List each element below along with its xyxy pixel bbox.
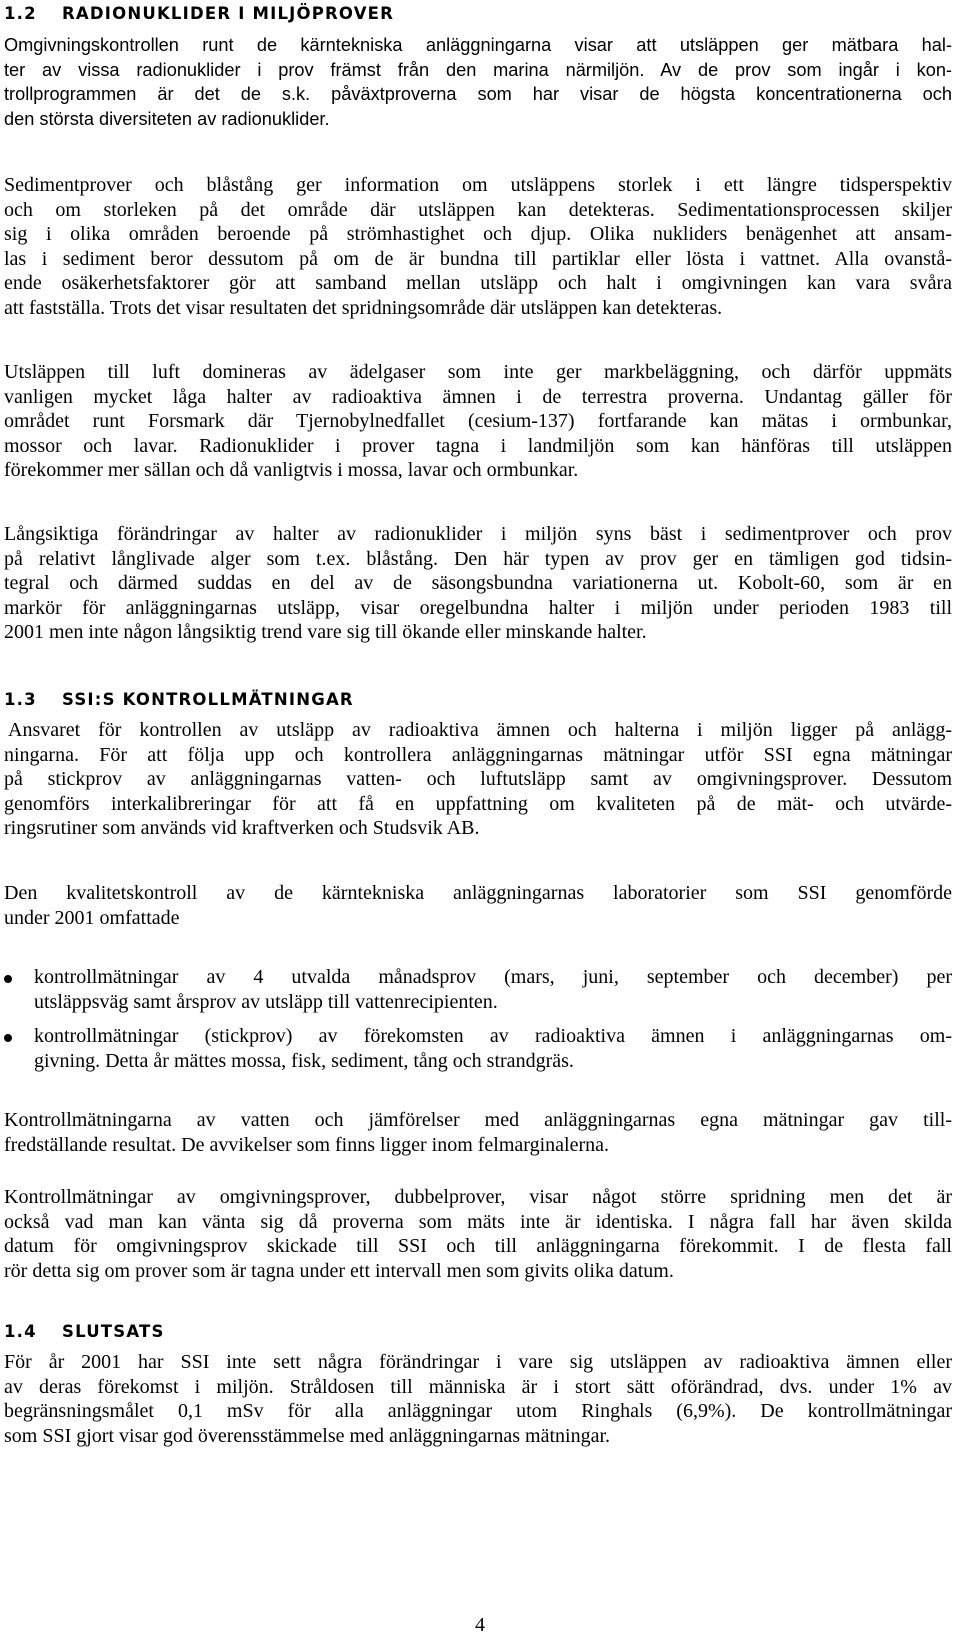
list-item <box>4 965 952 1014</box>
bullet-list-controls <box>4 965 952 1083</box>
section-number: 1.3 <box>4 690 37 709</box>
text-line: kontrollmätningar (stickprov) av förekomsten av radioaktiva ämnen i anläggningarnas om- <box>34 1025 952 1048</box>
paragraph-control-results <box>4 1108 952 1157</box>
text-line: ter av vissa radionuklider i prov främst från den marina närmiljön. Av de prov som ingår i kon- <box>4 59 952 80</box>
text-line: För år 2001 har SSI inte sett några förändringar i vare sig utsläppen av radioaktiva ämnen eller <box>4 1351 952 1373</box>
section-title: RADIONUKLIDER I MILJÖPROVER <box>62 4 395 23</box>
bullet-icon <box>4 975 12 983</box>
paragraph-long-term-changes <box>4 522 952 645</box>
text-line: rör detta sig om prover som är tagna under ett intervall men som givits olika datum. <box>4 1259 674 1282</box>
paragraph-environmental-samples <box>4 1185 952 1283</box>
text-line: kontrollmätningar av 4 utvalda månadsprov (mars, juni, september och december) per <box>34 966 952 988</box>
text-line: Utsläppen till luft domineras av ädelgaser som inte ger markbeläggning, och därför uppmäts <box>4 361 952 383</box>
section-title: SSI:S KONTROLLMÄTNINGAR <box>62 690 354 709</box>
text-line: sig i olika områden beroende på strömhastighet och djup. Olika nukliders benägenhet att ansam- <box>4 223 952 246</box>
text-line: Kontrollmätningarna av vatten och jämförelser med anläggningarnas egna mätningar gav till- <box>4 1109 952 1131</box>
text-line: utsläppsväg samt årsprov av utsläpp till vattenrecipienten. <box>34 990 498 1013</box>
text-line: genomförs interkalibreringar för att få en uppfattning om kvaliteten på de mät- och utvärde- <box>4 792 952 815</box>
paragraph-quality-control <box>4 881 952 930</box>
text-line: Sedimentprover och blåstång ger information om utsläppens storlek i ett längre tidsperspektiv <box>4 174 952 196</box>
text-line: vanligen mycket låga halter av radioaktiva ämnen i de terrestra proverna. Undantag gäller för <box>4 385 952 408</box>
section-number: 1.4 <box>4 1322 37 1341</box>
paragraph-radionuclides-intro <box>4 33 952 131</box>
text-line: fredställande resultat. De avvikelser som finns ligger inom felmarginalerna. <box>4 1133 609 1156</box>
text-line: ende osäkerhetsfaktorer gör att samband mellan utsläpp och halt i omgivningen kan vara svåra <box>4 272 952 295</box>
text-line: tegral och därmed suddas en del av de säsongsbundna variationerna ut. Kobolt-60, som är en <box>4 572 952 595</box>
paragraph-responsibility <box>4 718 952 841</box>
paragraph-air-releases <box>4 360 952 483</box>
text-line: på stickprov av anläggningarnas vatten- och luftutsläpp samt av omgivningsprover. Dessutom <box>4 768 952 791</box>
text-line: den största diversiteten av radionuklider. <box>4 108 330 129</box>
text-line: av deras förekomst i miljön. Stråldosen till människa är i stort sätt oförändrad, dvs. under 1% av <box>4 1375 952 1398</box>
page-number: 4 <box>475 1614 485 1636</box>
text-line: mossor och lavar. Radionuklider i prover tagna i landmiljön som kan hänföras till utsläppen <box>4 434 952 457</box>
text-line: ringsrutiner som används vid kraftverken och Studsvik AB. <box>4 817 480 840</box>
text-line: Den kvalitetskontroll av de kärntekniska anläggningarnas laboratorier som SSI genomförde <box>4 882 952 904</box>
text-line: las i sediment beror dessutom på om de är bundna till partiklar eller lösta i vattnet. Alla ovanstå- <box>4 247 952 270</box>
paragraph-conclusion <box>4 1350 952 1448</box>
list-item <box>4 1024 952 1073</box>
text-line: Långsiktiga förändringar av halter av radionuklider i miljön syns bäst i sedimentprover och prov <box>4 523 952 545</box>
text-line: ningarna. För att följa upp och kontrollera anläggningarnas mätningar utför SSI egna mätningar <box>4 743 952 766</box>
text-line: som SSI gjort visar god överensstämmelse med anläggningarnas mätningar. <box>4 1424 610 1447</box>
text-line: Ansvaret för kontrollen av utsläpp av radioaktiva ämnen och halterna i miljön ligger på anlägg- <box>8 719 952 741</box>
text-line: givning. Detta år mättes mossa, fisk, sediment, tång och strandgräs. <box>34 1049 574 1072</box>
section-heading-1-3 <box>4 690 354 709</box>
text-line: trollprogrammen är det de s.k. påväxtproverna som har visar de högsta koncentrationerna och <box>4 84 952 105</box>
section-title: SLUTSATS <box>62 1322 165 1341</box>
text-line: och om storleken på det område där utsläppen kan detekteras. Sedimentationsprocessen skiljer <box>4 198 952 221</box>
text-line: Kontrollmätningar av omgivningsprover, dubbelprover, visar något större spridning men det är <box>4 1186 952 1208</box>
section-number: 1.2 <box>4 4 37 23</box>
paragraph-sediment <box>4 173 952 321</box>
text-line: att fastställa. Trots det visar resultaten det spridningsområde där utsläppen kan detekteras. <box>4 296 723 319</box>
text-line: förekommer mer sällan och då vanligtvis i mossa, lavar och ormbunkar. <box>4 459 579 482</box>
text-line: markör för anläggningarnas utsläpp, visar oregelbundna halter i miljön under perioden 1983 till <box>4 596 952 619</box>
text-line: Omgivningskontrollen runt de kärntekniska anläggningarna visar att utsläppen ger mätbara hal- <box>4 35 952 55</box>
text-line: också vad man kan vänta sig då proverna som mäts inte är identiska. I några fall har även skilda <box>4 1210 952 1233</box>
section-heading-1-2 <box>4 4 394 23</box>
section-heading-1-4 <box>4 1322 165 1341</box>
text-line: under 2001 omfattade <box>4 906 180 929</box>
text-line: 2001 men inte någon långsiktig trend vare sig till ökande eller minskande halter. <box>4 621 647 644</box>
text-line: på relativt långlivade alger som t.ex. blåstång. Den här typen av prov ger en tämligen god tidsin- <box>4 547 952 570</box>
text-line: området runt Forsmark där Tjernobylnedfallet (cesium-137) fortfarande kan mätas i ormbunkar, <box>4 410 952 433</box>
bullet-icon <box>4 1034 12 1042</box>
text-line: begränsningsmålet 0,1 mSv för alla anläggningar utom Ringhals (6,9%). De kontrollmätningar <box>4 1400 952 1423</box>
text-line: datum för omgivningsprov skickade till SSI och till anläggningarna förekommit. I de flesta fall <box>4 1235 952 1258</box>
